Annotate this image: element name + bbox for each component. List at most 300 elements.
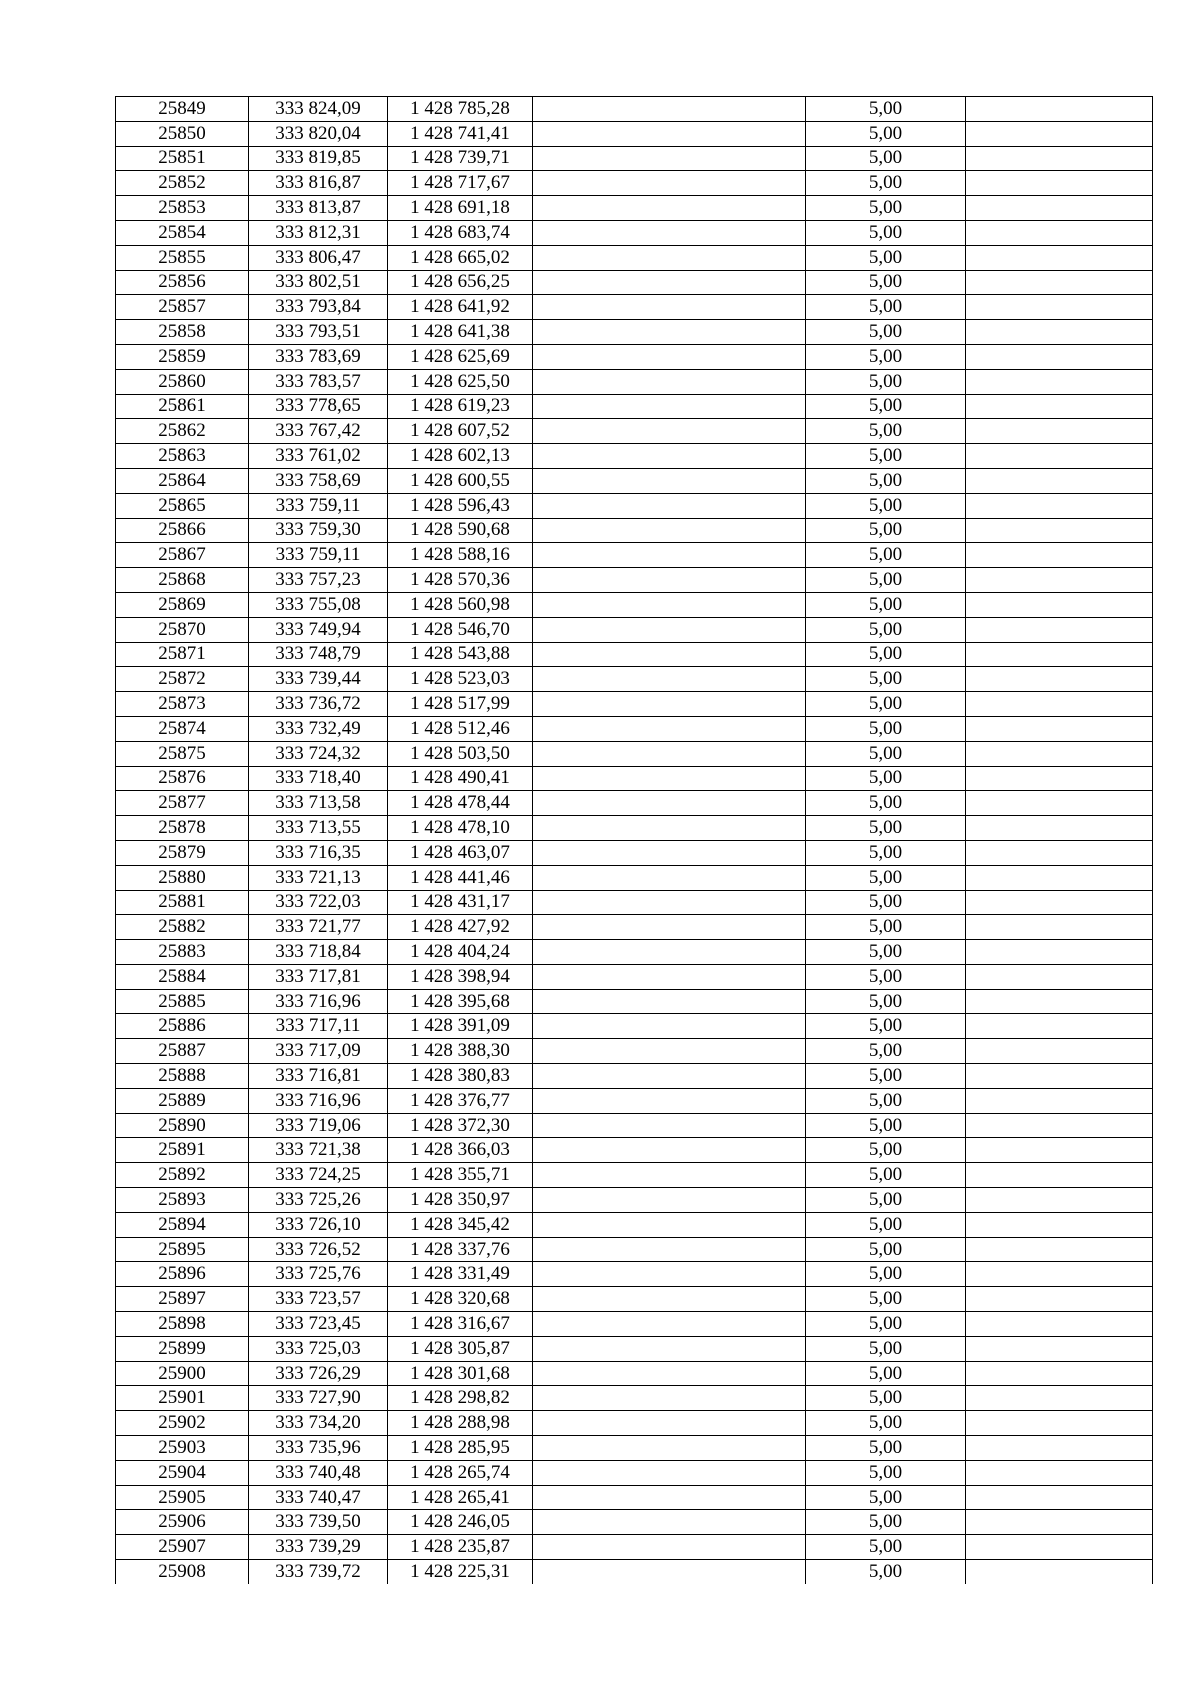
table-row (116, 1535, 1153, 1560)
note-cell (966, 419, 1153, 444)
note-cell (966, 890, 1153, 915)
y-coordinate-cell: 1 428 404,24 (388, 940, 533, 965)
empty-cell (533, 419, 806, 444)
empty-cell (533, 1064, 806, 1089)
point-number-cell: 25899 (116, 1336, 249, 1361)
y-coordinate-cell: 1 428 512,46 (388, 716, 533, 741)
point-number-cell: 25894 (116, 1212, 249, 1237)
note-cell (966, 964, 1153, 989)
x-coordinate-cell: 333 718,40 (249, 766, 388, 791)
table-row (116, 146, 1153, 171)
empty-cell (533, 1485, 806, 1510)
table-row (116, 1436, 1153, 1461)
note-cell (966, 915, 1153, 940)
x-coordinate-cell: 333 759,11 (249, 493, 388, 518)
table-row (116, 741, 1153, 766)
note-cell (966, 592, 1153, 617)
table-row (116, 295, 1153, 320)
note-cell (966, 865, 1153, 890)
table-row (116, 1287, 1153, 1312)
x-coordinate-cell: 333 739,44 (249, 667, 388, 692)
table-row (116, 518, 1153, 543)
note-cell (966, 1485, 1153, 1510)
table-row (116, 1014, 1153, 1039)
note-cell (966, 1386, 1153, 1411)
y-coordinate-cell: 1 428 683,74 (388, 220, 533, 245)
point-number-cell: 25854 (116, 220, 249, 245)
empty-cell (533, 1411, 806, 1436)
table-row (116, 1039, 1153, 1064)
point-number-cell: 25856 (116, 270, 249, 295)
empty-cell (533, 816, 806, 841)
value-cell: 5,00 (806, 1039, 966, 1064)
note-cell (966, 1361, 1153, 1386)
note-cell (966, 245, 1153, 270)
note-cell (966, 295, 1153, 320)
empty-cell (533, 1014, 806, 1039)
point-number-cell: 25878 (116, 816, 249, 841)
point-number-cell: 25903 (116, 1436, 249, 1461)
point-number-cell: 25884 (116, 964, 249, 989)
value-cell: 5,00 (806, 1386, 966, 1411)
point-number-cell: 25874 (116, 716, 249, 741)
empty-cell (533, 1386, 806, 1411)
value-cell: 5,00 (806, 1361, 966, 1386)
value-cell: 5,00 (806, 1138, 966, 1163)
table-row (116, 1138, 1153, 1163)
point-number-cell: 25881 (116, 890, 249, 915)
y-coordinate-cell: 1 428 427,92 (388, 915, 533, 940)
point-number-cell: 25886 (116, 1014, 249, 1039)
value-cell: 5,00 (806, 1088, 966, 1113)
note-cell (966, 493, 1153, 518)
point-number-cell: 25869 (116, 592, 249, 617)
y-coordinate-cell: 1 428 600,55 (388, 468, 533, 493)
value-cell: 5,00 (806, 692, 966, 717)
value-cell: 5,00 (806, 146, 966, 171)
table-row (116, 1510, 1153, 1535)
x-coordinate-cell: 333 740,48 (249, 1460, 388, 1485)
y-coordinate-cell: 1 428 391,09 (388, 1014, 533, 1039)
x-coordinate-cell: 333 813,87 (249, 196, 388, 221)
y-coordinate-cell: 1 428 298,82 (388, 1386, 533, 1411)
x-coordinate-cell: 333 717,11 (249, 1014, 388, 1039)
table-row (116, 964, 1153, 989)
value-cell: 5,00 (806, 1212, 966, 1237)
table-row (116, 940, 1153, 965)
x-coordinate-cell: 333 718,84 (249, 940, 388, 965)
empty-cell (533, 568, 806, 593)
value-cell: 5,00 (806, 766, 966, 791)
value-cell: 5,00 (806, 1188, 966, 1213)
empty-cell (533, 171, 806, 196)
x-coordinate-cell: 333 723,45 (249, 1312, 388, 1337)
empty-cell (533, 1237, 806, 1262)
note-cell (966, 791, 1153, 816)
x-coordinate-cell: 333 824,09 (249, 97, 388, 122)
note-cell (966, 1535, 1153, 1560)
empty-cell (533, 692, 806, 717)
y-coordinate-cell: 1 428 398,94 (388, 964, 533, 989)
note-cell (966, 741, 1153, 766)
value-cell: 5,00 (806, 493, 966, 518)
point-number-cell: 25893 (116, 1188, 249, 1213)
value-cell: 5,00 (806, 1064, 966, 1089)
y-coordinate-cell: 1 428 478,10 (388, 816, 533, 841)
empty-cell (533, 617, 806, 642)
y-coordinate-cell: 1 428 588,16 (388, 543, 533, 568)
y-coordinate-cell: 1 428 265,74 (388, 1460, 533, 1485)
table-row (116, 1312, 1153, 1337)
x-coordinate-cell: 333 748,79 (249, 642, 388, 667)
point-number-cell: 25892 (116, 1163, 249, 1188)
point-number-cell: 25901 (116, 1386, 249, 1411)
value-cell: 5,00 (806, 940, 966, 965)
note-cell (966, 716, 1153, 741)
point-number-cell: 25883 (116, 940, 249, 965)
table-row (116, 692, 1153, 717)
note-cell (966, 146, 1153, 171)
table-row (116, 121, 1153, 146)
x-coordinate-cell: 333 727,90 (249, 1386, 388, 1411)
y-coordinate-cell: 1 428 355,71 (388, 1163, 533, 1188)
empty-cell (533, 766, 806, 791)
value-cell: 5,00 (806, 1312, 966, 1337)
x-coordinate-cell: 333 726,10 (249, 1212, 388, 1237)
table-row (116, 791, 1153, 816)
y-coordinate-cell: 1 428 741,41 (388, 121, 533, 146)
x-coordinate-cell: 333 723,57 (249, 1287, 388, 1312)
x-coordinate-cell: 333 740,47 (249, 1485, 388, 1510)
x-coordinate-cell: 333 758,69 (249, 468, 388, 493)
x-coordinate-cell: 333 724,25 (249, 1163, 388, 1188)
table-row (116, 320, 1153, 345)
note-cell (966, 1064, 1153, 1089)
x-coordinate-cell: 333 713,55 (249, 816, 388, 841)
y-coordinate-cell: 1 428 246,05 (388, 1510, 533, 1535)
note-cell (966, 1188, 1153, 1213)
value-cell: 5,00 (806, 1163, 966, 1188)
point-number-cell: 25900 (116, 1361, 249, 1386)
point-number-cell: 25863 (116, 444, 249, 469)
point-number-cell: 25864 (116, 468, 249, 493)
value-cell: 5,00 (806, 419, 966, 444)
x-coordinate-cell: 333 725,26 (249, 1188, 388, 1213)
y-coordinate-cell: 1 428 376,77 (388, 1088, 533, 1113)
note-cell (966, 1411, 1153, 1436)
x-coordinate-cell: 333 721,13 (249, 865, 388, 890)
point-number-cell: 25857 (116, 295, 249, 320)
note-cell (966, 840, 1153, 865)
note-cell (966, 766, 1153, 791)
empty-cell (533, 196, 806, 221)
point-number-cell: 25879 (116, 840, 249, 865)
point-number-cell: 25860 (116, 369, 249, 394)
empty-cell (533, 890, 806, 915)
value-cell: 5,00 (806, 444, 966, 469)
empty-cell (533, 642, 806, 667)
value-cell: 5,00 (806, 890, 966, 915)
table-row (116, 97, 1153, 122)
value-cell: 5,00 (806, 989, 966, 1014)
note-cell (966, 444, 1153, 469)
note-cell (966, 1088, 1153, 1113)
table-row (116, 1064, 1153, 1089)
note-cell (966, 1163, 1153, 1188)
x-coordinate-cell: 333 802,51 (249, 270, 388, 295)
table-row (116, 816, 1153, 841)
x-coordinate-cell: 333 726,29 (249, 1361, 388, 1386)
value-cell: 5,00 (806, 171, 966, 196)
empty-cell (533, 543, 806, 568)
note-cell (966, 667, 1153, 692)
value-cell: 5,00 (806, 1485, 966, 1510)
note-cell (966, 344, 1153, 369)
empty-cell (533, 1039, 806, 1064)
note-cell (966, 1436, 1153, 1461)
value-cell: 5,00 (806, 1510, 966, 1535)
table-row (116, 1188, 1153, 1213)
table-row (116, 766, 1153, 791)
note-cell (966, 1336, 1153, 1361)
x-coordinate-cell: 333 812,31 (249, 220, 388, 245)
x-coordinate-cell: 333 783,57 (249, 369, 388, 394)
table-row (116, 270, 1153, 295)
y-coordinate-cell: 1 428 785,28 (388, 97, 533, 122)
y-coordinate-cell: 1 428 320,68 (388, 1287, 533, 1312)
x-coordinate-cell: 333 734,20 (249, 1411, 388, 1436)
empty-cell (533, 468, 806, 493)
x-coordinate-cell: 333 783,69 (249, 344, 388, 369)
y-coordinate-cell: 1 428 380,83 (388, 1064, 533, 1089)
x-coordinate-cell: 333 739,72 (249, 1560, 388, 1584)
y-coordinate-cell: 1 428 301,68 (388, 1361, 533, 1386)
y-coordinate-cell: 1 428 543,88 (388, 642, 533, 667)
empty-cell (533, 1163, 806, 1188)
value-cell: 5,00 (806, 121, 966, 146)
y-coordinate-cell: 1 428 345,42 (388, 1212, 533, 1237)
note-cell (966, 320, 1153, 345)
point-number-cell: 25897 (116, 1287, 249, 1312)
table-row (116, 468, 1153, 493)
table-row (116, 493, 1153, 518)
table-row (116, 1460, 1153, 1485)
x-coordinate-cell: 333 749,94 (249, 617, 388, 642)
y-coordinate-cell: 1 428 225,31 (388, 1560, 533, 1584)
table-row (116, 220, 1153, 245)
x-coordinate-cell: 333 725,76 (249, 1262, 388, 1287)
value-cell: 5,00 (806, 716, 966, 741)
point-number-cell: 25906 (116, 1510, 249, 1535)
note-cell (966, 196, 1153, 221)
x-coordinate-cell: 333 816,87 (249, 171, 388, 196)
point-number-cell: 25891 (116, 1138, 249, 1163)
point-number-cell: 25875 (116, 741, 249, 766)
value-cell: 5,00 (806, 1460, 966, 1485)
y-coordinate-cell: 1 428 607,52 (388, 419, 533, 444)
value-cell: 5,00 (806, 1287, 966, 1312)
x-coordinate-cell: 333 725,03 (249, 1336, 388, 1361)
value-cell: 5,00 (806, 543, 966, 568)
value-cell: 5,00 (806, 369, 966, 394)
y-coordinate-cell: 1 428 625,69 (388, 344, 533, 369)
y-coordinate-cell: 1 428 316,67 (388, 1312, 533, 1337)
empty-cell (533, 146, 806, 171)
y-coordinate-cell: 1 428 596,43 (388, 493, 533, 518)
y-coordinate-cell: 1 428 366,03 (388, 1138, 533, 1163)
x-coordinate-cell: 333 717,81 (249, 964, 388, 989)
x-coordinate-cell: 333 716,35 (249, 840, 388, 865)
table-row (116, 1361, 1153, 1386)
x-coordinate-cell: 333 806,47 (249, 245, 388, 270)
value-cell: 5,00 (806, 245, 966, 270)
value-cell: 5,00 (806, 97, 966, 122)
empty-cell (533, 940, 806, 965)
table-row (116, 667, 1153, 692)
table-row (116, 196, 1153, 221)
table-row (116, 394, 1153, 419)
empty-cell (533, 444, 806, 469)
point-number-cell: 25872 (116, 667, 249, 692)
y-coordinate-cell: 1 428 665,02 (388, 245, 533, 270)
x-coordinate-cell: 333 761,02 (249, 444, 388, 469)
point-number-cell: 25885 (116, 989, 249, 1014)
x-coordinate-cell: 333 759,11 (249, 543, 388, 568)
y-coordinate-cell: 1 428 602,13 (388, 444, 533, 469)
empty-cell (533, 1560, 806, 1584)
note-cell (966, 692, 1153, 717)
empty-cell (533, 741, 806, 766)
x-coordinate-cell: 333 724,32 (249, 741, 388, 766)
empty-cell (533, 1535, 806, 1560)
table-row (116, 840, 1153, 865)
note-cell (966, 1510, 1153, 1535)
value-cell: 5,00 (806, 1014, 966, 1039)
y-coordinate-cell: 1 428 441,46 (388, 865, 533, 890)
x-coordinate-cell: 333 757,23 (249, 568, 388, 593)
point-number-cell: 25898 (116, 1312, 249, 1337)
x-coordinate-cell: 333 767,42 (249, 419, 388, 444)
empty-cell (533, 270, 806, 295)
empty-cell (533, 1361, 806, 1386)
y-coordinate-cell: 1 428 717,67 (388, 171, 533, 196)
x-coordinate-cell: 333 820,04 (249, 121, 388, 146)
empty-cell (533, 989, 806, 1014)
point-number-cell: 25850 (116, 121, 249, 146)
point-number-cell: 25852 (116, 171, 249, 196)
note-cell (966, 369, 1153, 394)
y-coordinate-cell: 1 428 625,50 (388, 369, 533, 394)
point-number-cell: 25861 (116, 394, 249, 419)
empty-cell (533, 220, 806, 245)
note-cell (966, 97, 1153, 122)
point-number-cell: 25870 (116, 617, 249, 642)
value-cell: 5,00 (806, 840, 966, 865)
value-cell: 5,00 (806, 617, 966, 642)
point-number-cell: 25865 (116, 493, 249, 518)
point-number-cell: 25904 (116, 1460, 249, 1485)
table-row (116, 1212, 1153, 1237)
point-number-cell: 25876 (116, 766, 249, 791)
point-number-cell: 25862 (116, 419, 249, 444)
table-row (116, 245, 1153, 270)
value-cell: 5,00 (806, 816, 966, 841)
table-row (116, 1088, 1153, 1113)
y-coordinate-cell: 1 428 288,98 (388, 1411, 533, 1436)
point-number-cell: 25895 (116, 1237, 249, 1262)
value-cell: 5,00 (806, 1560, 966, 1584)
table-row (116, 716, 1153, 741)
x-coordinate-cell: 333 713,58 (249, 791, 388, 816)
note-cell (966, 1237, 1153, 1262)
value-cell: 5,00 (806, 220, 966, 245)
value-cell: 5,00 (806, 468, 966, 493)
note-cell (966, 1560, 1153, 1584)
y-coordinate-cell: 1 428 372,30 (388, 1113, 533, 1138)
x-coordinate-cell: 333 739,29 (249, 1535, 388, 1560)
point-number-cell: 25855 (116, 245, 249, 270)
x-coordinate-cell: 333 736,72 (249, 692, 388, 717)
value-cell: 5,00 (806, 1411, 966, 1436)
table-row (116, 1336, 1153, 1361)
table-row (116, 1237, 1153, 1262)
point-number-cell: 25858 (116, 320, 249, 345)
value-cell: 5,00 (806, 1262, 966, 1287)
x-coordinate-cell: 333 719,06 (249, 1113, 388, 1138)
note-cell (966, 1262, 1153, 1287)
empty-cell (533, 592, 806, 617)
y-coordinate-cell: 1 428 463,07 (388, 840, 533, 865)
empty-cell (533, 518, 806, 543)
y-coordinate-cell: 1 428 641,38 (388, 320, 533, 345)
note-cell (966, 989, 1153, 1014)
empty-cell (533, 97, 806, 122)
value-cell: 5,00 (806, 964, 966, 989)
x-coordinate-cell: 333 716,96 (249, 1088, 388, 1113)
empty-cell (533, 1436, 806, 1461)
note-cell (966, 1039, 1153, 1064)
note-cell (966, 1460, 1153, 1485)
empty-cell (533, 1113, 806, 1138)
empty-cell (533, 320, 806, 345)
y-coordinate-cell: 1 428 570,36 (388, 568, 533, 593)
empty-cell (533, 667, 806, 692)
empty-cell (533, 1262, 806, 1287)
empty-cell (533, 1138, 806, 1163)
y-coordinate-cell: 1 428 490,41 (388, 766, 533, 791)
empty-cell (533, 295, 806, 320)
point-number-cell: 25859 (116, 344, 249, 369)
value-cell: 5,00 (806, 642, 966, 667)
value-cell: 5,00 (806, 1436, 966, 1461)
table-row (116, 617, 1153, 642)
value-cell: 5,00 (806, 667, 966, 692)
empty-cell (533, 1212, 806, 1237)
point-number-cell: 25882 (116, 915, 249, 940)
table-row (116, 1163, 1153, 1188)
table-row (116, 915, 1153, 940)
point-number-cell: 25890 (116, 1113, 249, 1138)
empty-cell (533, 1088, 806, 1113)
y-coordinate-cell: 1 428 235,87 (388, 1535, 533, 1560)
note-cell (966, 1014, 1153, 1039)
value-cell: 5,00 (806, 320, 966, 345)
table-row (116, 1411, 1153, 1436)
point-number-cell: 25880 (116, 865, 249, 890)
point-number-cell: 25873 (116, 692, 249, 717)
table-row (116, 1485, 1153, 1510)
x-coordinate-cell: 333 721,38 (249, 1138, 388, 1163)
